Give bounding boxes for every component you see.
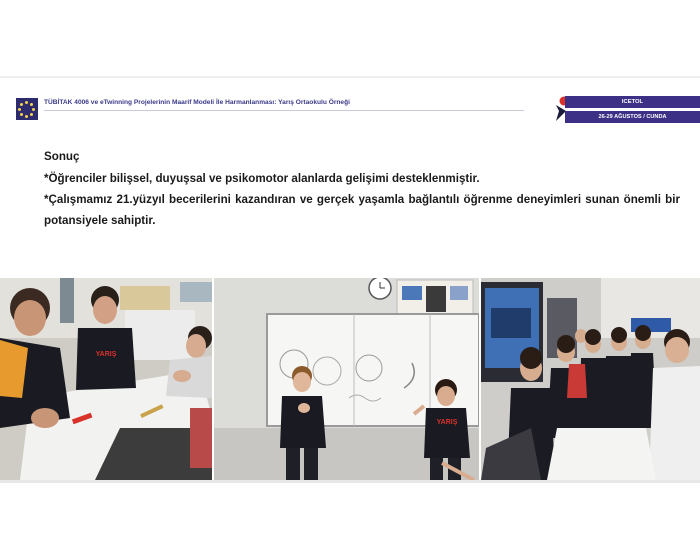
conclusion-point-1: *Öğrenciler bilişsel, duyuşsal ve psikomotor alanlarda gelişimi desteklenmiştir. xyxy=(44,172,480,185)
shirt-logo-text: YARIŞ xyxy=(95,351,117,358)
header-divider xyxy=(44,110,524,111)
section-heading: Sonuç xyxy=(44,150,80,163)
photo-classroom-group xyxy=(481,278,700,480)
photo-students-at-table xyxy=(0,278,212,480)
slide-top-edge xyxy=(0,76,700,78)
conclusion-point-2: *Çalışmamız 21.yüzyıl becerilerini kazandıran ve gerçek yaşamla bağlantılı öğrenme deneyimleri sunan önemli bir potansiyele sahiptir. xyxy=(44,193,680,227)
conclusion-section xyxy=(44,146,680,231)
eu-stars-logo-icon xyxy=(16,98,38,120)
shirt-logo-text: YARIŞ xyxy=(436,419,458,426)
presentation-title: TÜBİTAK 4006 ve eTwinning Projelerinin Maarif Modeli İle Harmanlanması: Yarış Ortaokulu Örneği xyxy=(44,99,350,106)
conference-dates-badge: 26-29 AĞUSTOS / CUNDA xyxy=(565,111,700,123)
photo-strip xyxy=(0,278,700,480)
photo-strip-shadow xyxy=(0,480,700,483)
photo-whiteboard-presentation xyxy=(214,278,479,480)
conference-name-badge: ICETOL xyxy=(565,96,700,108)
